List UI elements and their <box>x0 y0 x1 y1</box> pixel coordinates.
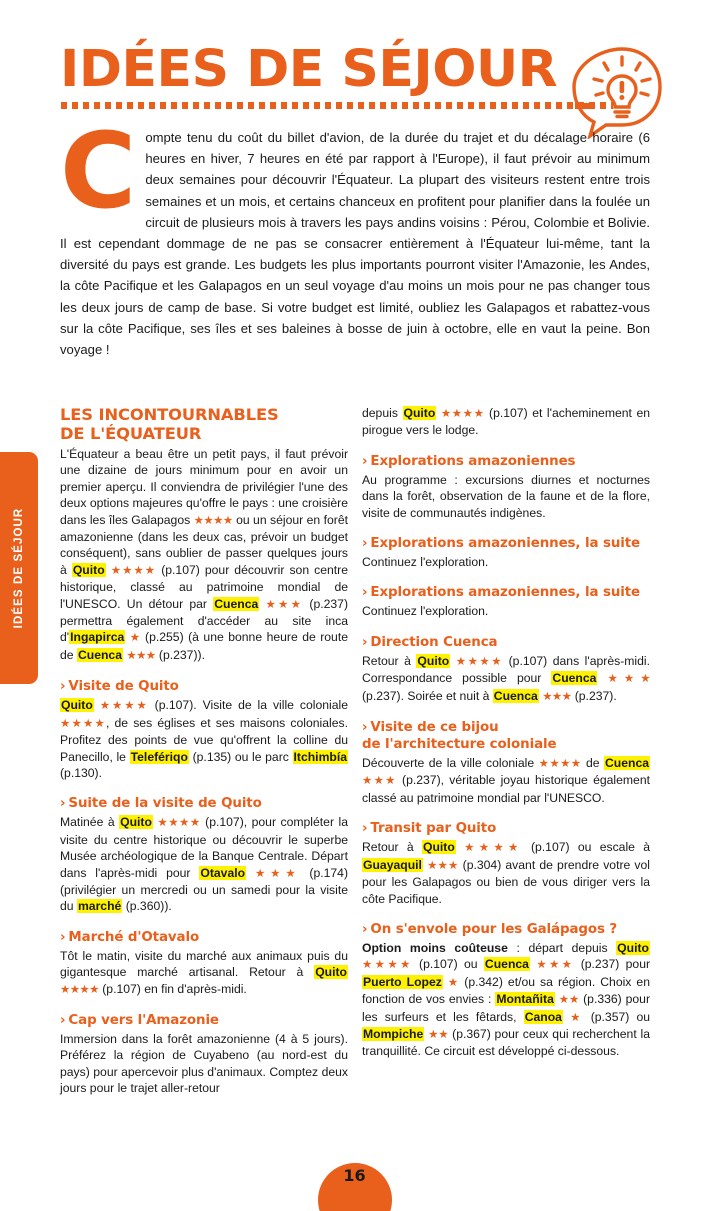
place-puerto-lopez[interactable]: Puerto Lopez <box>363 974 442 989</box>
subsection-title-visite-de-quito: › Visite de Quito <box>60 679 179 695</box>
star-rating: ★★★ <box>427 859 459 872</box>
star-rating: ★★★★ <box>99 700 149 713</box>
star-rating: ★★★★ <box>440 408 485 420</box>
subsection-title-galapagos: › On s'envole pour les Galápagos ? <box>362 921 618 937</box>
lightbulb-speech-bubble-icon <box>560 43 666 139</box>
chevron-right-icon: › <box>60 796 66 812</box>
page-number: 16 <box>343 1166 366 1185</box>
text-run: de <box>585 756 600 771</box>
star-rating: ★★★★ <box>60 983 99 996</box>
text-run: (p.107), pour compléter la visite du centre historique ou découvrir le superbe Musée archéologique de la Banque Centrale. Départ dans l'après-midi pour <box>60 815 348 880</box>
place-montanita[interactable]: Montañita <box>496 992 554 1007</box>
text-run: (p.237). <box>574 688 617 703</box>
chevron-right-icon: › <box>362 921 368 937</box>
chevron-right-icon: › <box>60 929 66 945</box>
place-quito[interactable]: Quito <box>120 815 152 830</box>
star-rating: ★★★ <box>126 649 156 662</box>
star-rating: ★★★ <box>536 959 575 972</box>
left-column <box>60 405 348 1097</box>
side-tab-idees-de-sejour[interactable] <box>0 452 38 684</box>
subsection-title-direction-cuenca: › Direction Cuenca <box>362 634 498 650</box>
place-quito[interactable]: Quito <box>417 653 450 668</box>
chevron-right-icon: › <box>362 634 368 650</box>
subsection-title-marche-otavalo: › Marché d'Otavalo <box>60 929 200 945</box>
place-marche[interactable]: marché <box>77 899 122 914</box>
star-rating: ★★★★ <box>538 758 582 771</box>
text-run: (p.107) et l'acheminement en pirogue vers le lodge. <box>362 406 651 438</box>
text-run: (p.135) ou le parc <box>192 749 289 764</box>
text-run: : départ depuis <box>516 940 608 955</box>
text-run: (p.174) (privilégier un mercredi ou un samedi pour la visite du <box>60 865 349 914</box>
subsection-body-explorations-amazoniennes: Au programme : excursions diurnes et nocturnes dans la forêt, observation de la faune et de la flore, visite de communautés indigènes. <box>362 472 650 520</box>
star-rating: ★ <box>129 632 141 645</box>
subsection-title-suite-visite-quito: › Suite de la visite de Quito <box>60 796 262 812</box>
intro-paragraph <box>60 110 650 360</box>
subsection-body-visite-bijou <box>362 755 650 806</box>
star-rating: ★★★ <box>254 867 301 880</box>
subsection-body-marche-otavalo <box>60 948 348 998</box>
text-run: Retour à <box>362 840 414 855</box>
dotted-rule-divider <box>61 102 613 109</box>
text-run: (p.107) dans l'après-midi. Correspondance possible pour <box>362 653 650 686</box>
subsection-body-explorations-suite-1: Continuez l'exploration. <box>362 555 489 570</box>
star-rating: ★★ <box>558 994 580 1007</box>
text-run: Tôt le matin, visite du marché aux animaux puis du gigantesque marché artisanal. Retour à <box>60 948 348 980</box>
intro-text: ompte tenu du coût du billet d'avion, de la durée du trajet et du décalage horaire (6 heures en hiver, 7 heures en été par rapport à l'Europe), il faut prévoir au minimum deux semaines pour découvrir l'Équateur. La plupart des visiteurs restent entre trois semaines et un mois, et certains chanceux en profitent pour planifier dans la foulée un circuit de plusieurs mois à travers les pays andins voisins : Pérou, Colombie et Bolivie. Il est cependant dommage de ne pas se consacrer entièrement à l'Équateur lui-même, tant la diversité du pays est grande. Les budgets les plus importants pourront visiter l'Amazonie, les Andes, la côte Pacifique et les Galapagos en un seul voyage d'au moins un mois pour ne pas changer tous les deux jours de camp de base. Si votre budget est limité, oubliez les Galapagos et rabattez-vous sur la côte Pacifique, ses îles et ses baleines à bosse de juin à octobre, elle en vaut la peine. Bon voyage ! <box>60 130 650 358</box>
star-rating: ★★★★ <box>60 717 106 730</box>
text-run: (p.107) ou <box>419 957 478 972</box>
subsection-title-cap-vers-amazonie: › Cap vers l'Amazonie <box>60 1012 219 1028</box>
text-run: L'Équateur a beau être un petit pays, il faut prévoir une dizaine de jours minimum pour en avoir un premier aperçu. Il conviendra de privilégier l'une des deux options majeures qu'offre le pays : une croisière dans les îles Galapagos <box>60 447 348 527</box>
text-run: Découverte de la ville coloniale <box>362 756 535 771</box>
left-intro-paragraph <box>60 446 348 664</box>
page-title: IDÉES DE SÉJOUR <box>60 40 558 99</box>
place-quito[interactable]: Quito <box>315 965 348 980</box>
subsection-body-suite-visite-quito <box>60 814 348 914</box>
text-run: (p.357) ou <box>590 1009 650 1024</box>
text-run: (p.237), véritable joyau historique également classé au patrimoine mondial par l'UNESCO. <box>362 773 650 805</box>
place-cuenca[interactable]: Cuenca <box>484 957 529 972</box>
section-title-line-1: LES INCONTOURNABLES <box>60 405 279 424</box>
text-run: Retour à <box>362 653 411 668</box>
text-run: (p.107) ou escale à <box>530 840 651 855</box>
right-continuation-paragraph <box>362 405 650 439</box>
star-rating: ★★★★ <box>110 564 157 577</box>
text-run: (p.304) avant de prendre votre vol pour les Galapagos ou bien de vous diriger vers la côte Pacifique. <box>362 857 651 906</box>
text-run: (p.360)). <box>125 899 172 914</box>
text-run: (p.255) (à une bonne heure de route de <box>60 630 348 662</box>
subsection-body-galapagos <box>362 940 650 1060</box>
text-run: Matinée à <box>60 815 115 830</box>
right-column <box>362 405 650 1060</box>
place-mompiche[interactable]: Mompiche <box>363 1026 424 1041</box>
text-run: (p.237) pour <box>580 957 651 972</box>
chevron-right-icon: › <box>60 1012 66 1028</box>
text-run: (p.107) en fin d'après-midi. <box>102 981 247 996</box>
subsection-body-explorations-suite-2: Continuez l'exploration. <box>362 604 489 619</box>
subsection-title-transit-par-quito: › Transit par Quito <box>362 821 497 837</box>
place-cuenca[interactable]: Cuenca <box>493 688 538 703</box>
subsection-body-visite-de-quito <box>60 697 348 781</box>
text-run: ou un séjour en forêt amazonienne (dans les deux cas, prévoir un budget conséquent), sans oublier de passer quelques jours à <box>60 512 349 577</box>
place-quito[interactable]: Quito <box>617 940 649 955</box>
place-quito[interactable]: Quito <box>403 406 436 420</box>
star-rating: ★★★★ <box>464 842 523 855</box>
text-run: (p.336) pour les surfeurs et les fêtards, <box>362 992 651 1024</box>
place-quito[interactable]: Quito <box>422 840 455 855</box>
place-cuenca[interactable]: Cuenca <box>77 647 122 662</box>
subsection-title-explorations-amazoniennes: › Explorations amazoniennes <box>362 453 576 469</box>
chevron-right-icon: › <box>362 585 368 601</box>
text-run: (p.130). <box>60 765 103 780</box>
drop-cap: C <box>60 110 137 232</box>
place-ingapirca[interactable]: Ingapirca <box>70 630 125 645</box>
text-run: (p.237)). <box>158 647 205 662</box>
text-run: (p.107). Visite de la ville coloniale <box>154 698 348 713</box>
text-run: (p.342) et/ou sa région. Choix en fonction de vos envies : <box>362 974 650 1007</box>
place-otavalo[interactable]: Otavalo <box>200 865 246 880</box>
side-tab-label: IDÉES DE SÉJOUR <box>13 507 25 629</box>
chevron-right-icon: › <box>362 720 368 736</box>
text-run: (p.237) permettra également d'accéder au site inca d' <box>60 596 349 645</box>
star-rating: ★★★ <box>607 673 650 686</box>
star-rating: ★★★★ <box>455 655 504 668</box>
subsection-body-cap-vers-amazonie: Immersion dans la forêt amazonienne (4 à 5 jours). Préférez la région de Cuyabeno (au nord-est du pays) pour apercevoir plus d'animaux. Comptez deux jours pour le trajet aller-retour <box>60 1031 348 1096</box>
place-guayaquil[interactable]: Guayaquil <box>363 857 422 872</box>
place-cuenca[interactable]: Cuenca <box>604 756 649 771</box>
star-rating: ★ <box>570 1011 584 1024</box>
star-rating: ★★★ <box>542 690 572 703</box>
text-run: , de ses églises et ses maisons coloniales. Profitez des points de vue qu'offrent la colline du Panecillo, le <box>60 715 348 764</box>
place-canoa[interactable]: Canoa <box>524 1009 562 1024</box>
star-rating: ★★ <box>428 1028 449 1041</box>
place-itchimbia[interactable]: Itchimbía <box>293 749 348 764</box>
subsection-body-transit-par-quito <box>362 839 650 907</box>
chevron-right-icon: › <box>362 536 368 552</box>
subsection-title-explorations-suite-2: › Explorations amazoniennes, la suite <box>362 585 641 601</box>
text-run: (p.237). Soirée et nuit à <box>362 688 490 703</box>
place-cuenca[interactable]: Cuenca <box>214 596 259 611</box>
star-rating: ★★★ <box>362 775 397 788</box>
section-title-incontournables <box>60 405 348 443</box>
chevron-right-icon: › <box>362 821 368 837</box>
star-rating: ★★★★ <box>157 817 201 830</box>
star-rating: ★★★★ <box>362 959 413 972</box>
star-rating: ★★★★ <box>193 514 233 527</box>
chevron-right-icon: › <box>60 679 66 695</box>
lead-text: Option moins coûteuse <box>362 940 508 955</box>
place-teleferiqo[interactable]: Telefériqo <box>130 749 188 764</box>
place-cuenca[interactable]: Cuenca <box>552 671 597 686</box>
section-title-line-2: DE L'ÉQUATEUR <box>60 424 202 443</box>
chevron-right-icon: › <box>362 453 368 469</box>
text-run: depuis <box>362 406 398 420</box>
subsection-body-direction-cuenca <box>362 653 650 705</box>
page-header <box>60 40 660 124</box>
text-run: (p.107) pour découvrir son centre historique, classé au patrimoine mondial de l'UNESCO. Un détour par <box>60 562 349 611</box>
star-rating: ★ <box>447 976 460 989</box>
star-rating: ★★★ <box>265 598 304 611</box>
subsection-title-explorations-suite-1: › Explorations amazoniennes, la suite <box>362 536 641 552</box>
text-run: (p.367) pour ceux qui recherchent la tranquillité. Ce circuit est développé ci-dessous. <box>362 1026 651 1059</box>
place-quito[interactable]: Quito <box>61 698 93 713</box>
place-quito[interactable]: Quito <box>72 562 105 577</box>
subsection-title-visite-bijou: › Visite de ce bijou de l'architecture coloniale <box>362 720 557 753</box>
